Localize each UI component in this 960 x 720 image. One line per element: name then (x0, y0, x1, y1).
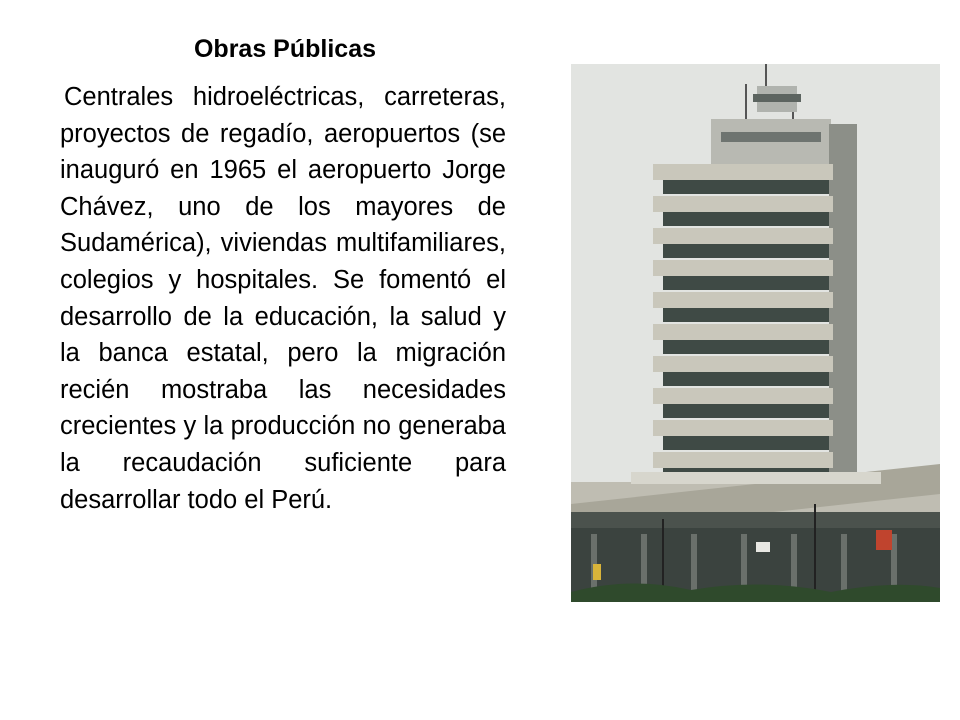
airport-tower-photo (571, 64, 940, 602)
slide-title: Obras Públicas (193, 35, 377, 63)
slide-body-text: Centrales hidroeléctricas, carreteras, proyectos de regadío, aeropuertos (se inauguró en 1965 el aeropuerto Jorge Chávez, uno de los mayores de Sudamérica), viviendas multifamiliares, colegios y hospitales. Se fomentó el desarrollo de la educación, la salud y la banca estatal, pero la migración recién mostraba las necesidades crecientes y la producción no generaba la recaudación suficiente para desarrollar todo el Perú. (60, 83, 506, 514)
